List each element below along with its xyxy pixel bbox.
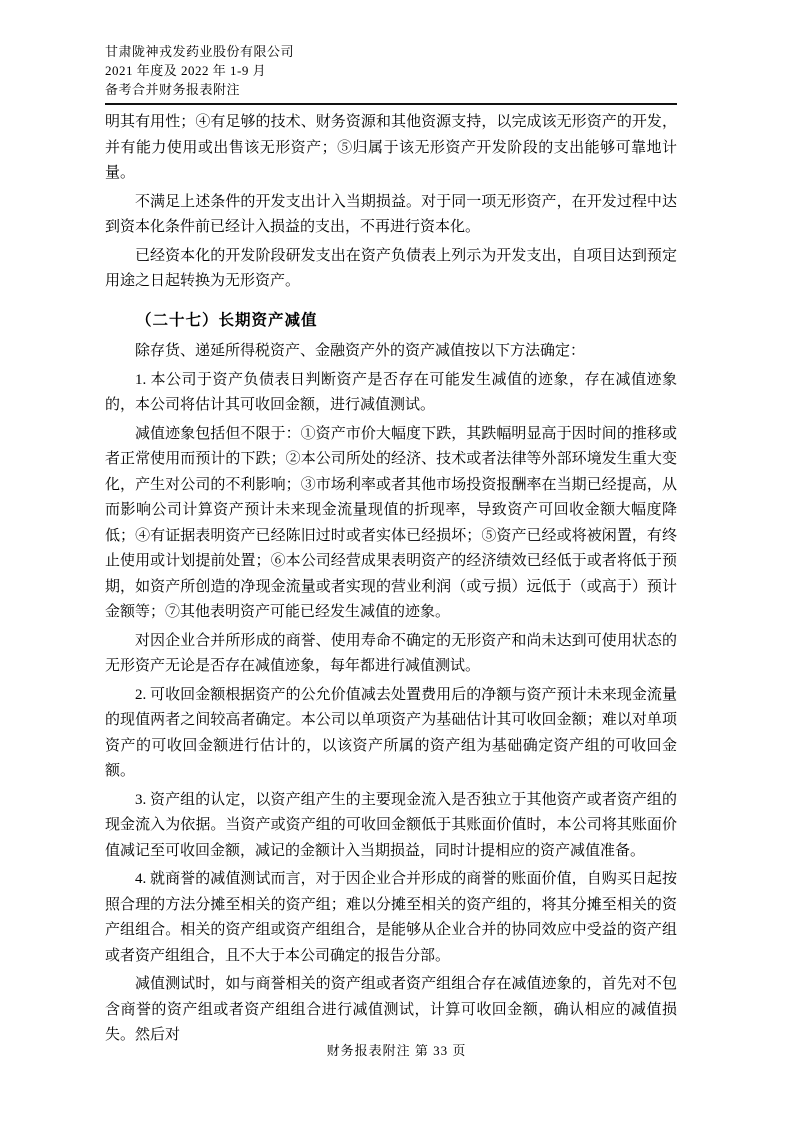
page-footer bbox=[0, 1042, 793, 1060]
section-heading: （二十七）长期资产减值 bbox=[136, 311, 318, 329]
paragraph: 已经资本化的开发阶段研发支出在资产负债表上列示为开发支出，自项目达到预定用途之日起转换为无形资产。 bbox=[105, 247, 677, 289]
paragraph: 1. 本公司于资产负债表日判断资产是否存在可能发生减值的迹象，存在减值迹象的，本公司将估计其可收回金额，进行减值测试。 bbox=[105, 371, 677, 413]
paragraph: 减值迹象包括但不限于：①资产市价大幅度下跌，其跌幅明显高于因时间的推移或者正常使用而预计的下跌；②本公司所处的经济、技术或者法律等外部环境发生重大变化，产生对公司的不利影响；③市场利率或者其他市场投资报酬率在当期已经提高，从而影响公司计算资产预计未来现金流量现值的折现率，导致资产可回收金额大幅度降低；④有证据表明资产已经陈旧过时或者实体已经损坏；⑤资产已经或将被闲置，有终止使用或计划提前处置；⑥本公司经营成果表明资产的经济绩效已经低于或者将低于预期，如资产所创造的净现金流量或者实现的营业利润（或亏损）远低于（或高于）预计金额等；⑦其他表明资产可能已经发生减值的迹象。 bbox=[105, 425, 677, 620]
paragraph: 对因企业合并所形成的商誉、使用寿命不确定的无形资产和尚未达到可使用状态的无形资产无论是否存在减值迹象，每年都进行减值测试。 bbox=[105, 632, 677, 674]
document-body bbox=[105, 110, 677, 1052]
company-name: 甘肃陇神戎发药业股份有限公司 bbox=[105, 44, 295, 59]
paragraph: 明其有用性；④有足够的技术、财务资源和其他资源支持，以完成该无形资产的开发，并有能力使用或出售该无形资产；⑤归属于该无形资产开发阶段的支出能够可靠地计量。 bbox=[105, 114, 677, 181]
report-period: 2021 年度及 2022 年 1-9 月 bbox=[105, 63, 267, 78]
paragraph: 3. 资产组的认定，以资产组产生的主要现金流入是否独立于其他资产或者资产组的现金流入为依据。当资产或资产组的可收回金额低于其账面价值时，本公司将其账面价值减记至可收回金额，减记的金额计入当期损益，同时计提相应的资产减值准备。 bbox=[105, 791, 677, 859]
paragraph: 2. 可收回金额根据资产的公允价值减去处置费用后的净额与资产预计未来现金流量的现值两者之间较高者确定。本公司以单项资产为基础估计其可收回金额；难以对单项资产的可收回金额进行估计的，以该资产所属的资产组为基础确定资产组的可收回金额。 bbox=[105, 686, 677, 779]
paragraph: 减值测试时，如与商誉相关的资产组或者资产组组合存在减值迹象的，首先对不包含商誉的资产组或者资产组组合进行减值测试，计算可收回金额，确认相应的减值损失。然后对 bbox=[105, 976, 677, 1043]
paragraph: 不满足上述条件的开发支出计入当期损益。对于同一项无形资产，在开发过程中达到资本化条件前已经计入损益的支出，不再进行资本化。 bbox=[105, 193, 677, 235]
footer-page-label: 财务报表附注 第 33 页 bbox=[326, 1043, 467, 1058]
report-title: 备考合并财务报表附注 bbox=[105, 82, 241, 97]
header-divider bbox=[105, 103, 677, 105]
paragraph: 4. 就商誉的减值测试而言，对于因企业合并形成的商誉的账面价值，自购买日起按照合理的方法分摊至相关的资产组；难以分摊至相关的资产组的，将其分摊至相关的资产组组合。相关的资产组或资产组组合，是能够从企业合并的协同效应中受益的资产组或者资产组组合，且不大于本公司确定的报告分部。 bbox=[105, 871, 677, 964]
page-header bbox=[105, 42, 677, 99]
paragraph: 除存货、递延所得税资产、金融资产外的资产减值按以下方法确定： bbox=[135, 343, 586, 359]
